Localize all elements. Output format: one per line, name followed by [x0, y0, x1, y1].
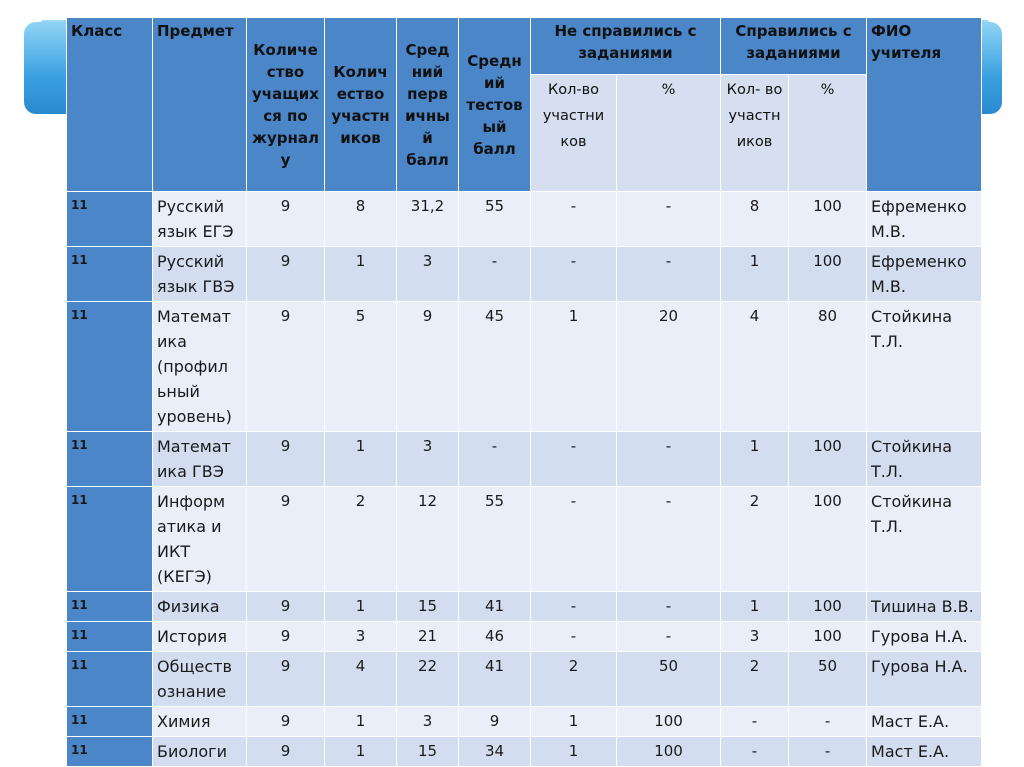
cell-avg-test: 34 — [459, 737, 531, 767]
table-row — [67, 192, 982, 247]
cell-class: 11 — [67, 652, 153, 707]
cell-avg-primary: 15 — [397, 592, 459, 622]
cell-teacher: Гурова Н.А. — [867, 652, 982, 707]
header-passed: Справились с заданиями — [721, 18, 867, 75]
cell-subject: Информ атика и ИКТ (КЕГЭ) — [153, 487, 247, 592]
table-row — [67, 592, 982, 622]
cell-failed-count: - — [531, 592, 617, 622]
cell-class: 11 — [67, 622, 153, 652]
cell-avg-primary: 22 — [397, 652, 459, 707]
exam-results-table — [66, 17, 982, 767]
cell-teacher: Стойкина Т.Л. — [867, 487, 982, 592]
cell-passed-pct: 100 — [789, 592, 867, 622]
cell-participants: 8 — [325, 192, 397, 247]
cell-subject: История — [153, 622, 247, 652]
cell-avg-primary: 3 — [397, 247, 459, 302]
cell-passed-count: 4 — [721, 302, 789, 432]
cell-avg-test: 41 — [459, 652, 531, 707]
cell-enrolled: 9 — [247, 302, 325, 432]
cell-teacher: Гурова Н.А. — [867, 622, 982, 652]
cell-participants: 3 — [325, 622, 397, 652]
slide-right-decoration — [982, 22, 1002, 114]
cell-class: 11 — [67, 247, 153, 302]
cell-failed-pct: 50 — [617, 652, 721, 707]
cell-failed-pct: 20 — [617, 302, 721, 432]
cell-enrolled: 9 — [247, 487, 325, 592]
cell-participants: 1 — [325, 432, 397, 487]
cell-passed-count: 8 — [721, 192, 789, 247]
slide-left-decoration — [24, 22, 68, 114]
cell-avg-test: 9 — [459, 707, 531, 737]
header-subject: Предмет — [153, 18, 247, 192]
cell-participants: 1 — [325, 737, 397, 767]
cell-failed-count: 1 — [531, 737, 617, 767]
table-row — [67, 707, 982, 737]
cell-failed-pct: - — [617, 622, 721, 652]
cell-failed-pct: - — [617, 432, 721, 487]
header-failed-count: Кол-во участни ков — [531, 75, 617, 192]
table-row — [67, 622, 982, 652]
cell-passed-count: 1 — [721, 432, 789, 487]
header-failed: Не справились с заданиями — [531, 18, 721, 75]
cell-participants: 1 — [325, 592, 397, 622]
cell-subject: Химия — [153, 707, 247, 737]
cell-avg-test: - — [459, 247, 531, 302]
cell-failed-count: - — [531, 622, 617, 652]
header-failed-pct: % — [617, 75, 721, 192]
cell-enrolled: 9 — [247, 192, 325, 247]
cell-avg-test: - — [459, 432, 531, 487]
cell-passed-count: 1 — [721, 592, 789, 622]
cell-teacher: Тишина В.В. — [867, 592, 982, 622]
cell-failed-count: - — [531, 192, 617, 247]
cell-participants: 4 — [325, 652, 397, 707]
cell-passed-pct: 50 — [789, 652, 867, 707]
table-row — [67, 737, 982, 767]
cell-failed-pct: 100 — [617, 707, 721, 737]
cell-passed-count: - — [721, 707, 789, 737]
cell-failed-count: 1 — [531, 707, 617, 737]
cell-failed-pct: - — [617, 487, 721, 592]
cell-class: 11 — [67, 592, 153, 622]
cell-passed-count: 2 — [721, 487, 789, 592]
header-enrolled: Количе ство учащих ся по журнал у — [247, 18, 325, 192]
cell-class: 11 — [67, 737, 153, 767]
cell-enrolled: 9 — [247, 652, 325, 707]
header-avg-test: Средн ий тестов ый балл — [459, 18, 531, 192]
cell-enrolled: 9 — [247, 737, 325, 767]
cell-subject: Математ ика ГВЭ — [153, 432, 247, 487]
cell-failed-count: - — [531, 247, 617, 302]
cell-participants: 1 — [325, 707, 397, 737]
cell-failed-count: 1 — [531, 302, 617, 432]
cell-avg-test: 55 — [459, 192, 531, 247]
cell-avg-primary: 12 — [397, 487, 459, 592]
cell-failed-count: - — [531, 487, 617, 592]
header-teacher: ФИО учителя — [867, 18, 982, 192]
table-row — [67, 247, 982, 302]
cell-subject: Русский язык ЕГЭ — [153, 192, 247, 247]
cell-avg-test: 45 — [459, 302, 531, 432]
cell-teacher: Ефременко М.В. — [867, 192, 982, 247]
table-row — [67, 432, 982, 487]
cell-avg-test: 41 — [459, 592, 531, 622]
table-row — [67, 652, 982, 707]
cell-subject: Математ ика (профил ьный уровень) — [153, 302, 247, 432]
cell-passed-pct: 100 — [789, 622, 867, 652]
cell-subject: Обществ ознание — [153, 652, 247, 707]
cell-passed-count: 3 — [721, 622, 789, 652]
cell-teacher: Ефременко М.В. — [867, 247, 982, 302]
cell-passed-count: 1 — [721, 247, 789, 302]
cell-avg-primary: 15 — [397, 737, 459, 767]
cell-teacher: Маст Е.А. — [867, 737, 982, 767]
header-avg-primary: Сред ний перв ичны й балл — [397, 18, 459, 192]
cell-avg-primary: 3 — [397, 707, 459, 737]
cell-subject: Физика — [153, 592, 247, 622]
cell-class: 11 — [67, 487, 153, 592]
cell-subject: Русский язык ГВЭ — [153, 247, 247, 302]
cell-avg-primary: 31,2 — [397, 192, 459, 247]
cell-avg-primary: 9 — [397, 302, 459, 432]
cell-avg-primary: 3 — [397, 432, 459, 487]
cell-class: 11 — [67, 192, 153, 247]
cell-passed-pct: 80 — [789, 302, 867, 432]
cell-passed-pct: 100 — [789, 487, 867, 592]
cell-subject: Биологи — [153, 737, 247, 767]
header-class: Класс — [67, 18, 153, 192]
cell-failed-pct: - — [617, 192, 721, 247]
cell-teacher: Стойкина Т.Л. — [867, 432, 982, 487]
cell-participants: 1 — [325, 247, 397, 302]
header-passed-pct: % — [789, 75, 867, 192]
cell-enrolled: 9 — [247, 592, 325, 622]
table-row — [67, 487, 982, 592]
cell-participants: 2 — [325, 487, 397, 592]
cell-passed-pct: 100 — [789, 432, 867, 487]
header-participants: Колич ество участн иков — [325, 18, 397, 192]
cell-passed-pct: - — [789, 737, 867, 767]
cell-failed-count: 2 — [531, 652, 617, 707]
cell-participants: 5 — [325, 302, 397, 432]
cell-passed-pct: - — [789, 707, 867, 737]
header-passed-count: Кол- во участн иков — [721, 75, 789, 192]
cell-class: 11 — [67, 707, 153, 737]
cell-avg-test: 46 — [459, 622, 531, 652]
cell-failed-pct: - — [617, 247, 721, 302]
cell-enrolled: 9 — [247, 707, 325, 737]
cell-enrolled: 9 — [247, 622, 325, 652]
cell-passed-count: - — [721, 737, 789, 767]
cell-failed-pct: 100 — [617, 737, 721, 767]
cell-enrolled: 9 — [247, 432, 325, 487]
cell-passed-pct: 100 — [789, 192, 867, 247]
cell-avg-primary: 21 — [397, 622, 459, 652]
cell-class: 11 — [67, 432, 153, 487]
cell-enrolled: 9 — [247, 247, 325, 302]
cell-teacher: Стойкина Т.Л. — [867, 302, 982, 432]
cell-passed-pct: 100 — [789, 247, 867, 302]
cell-passed-count: 2 — [721, 652, 789, 707]
cell-failed-pct: - — [617, 592, 721, 622]
cell-failed-count: - — [531, 432, 617, 487]
cell-teacher: Маст Е.А. — [867, 707, 982, 737]
cell-class: 11 — [67, 302, 153, 432]
cell-avg-test: 55 — [459, 487, 531, 592]
table-row — [67, 302, 982, 432]
